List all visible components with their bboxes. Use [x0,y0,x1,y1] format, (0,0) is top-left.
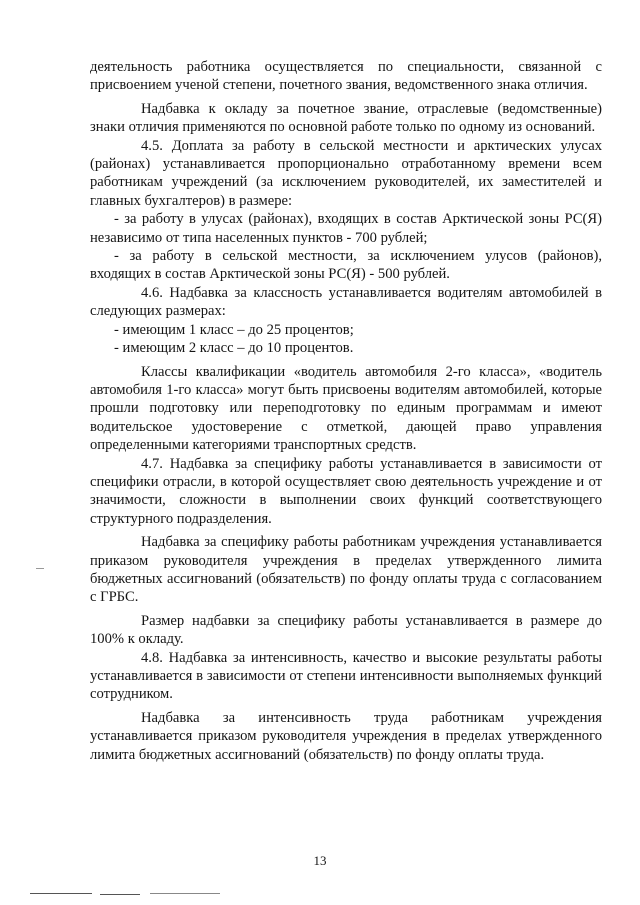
paragraph-p2: Надбавка к окладу за почетное звание, отраслевые (ведомственные) знаки отличия применяются по основной работе только по одному из оснований. [90,100,602,136]
scan-artifact-line [150,893,220,894]
list-item-p8: - имеющим 2 класс – до 10 процентов. [114,340,354,357]
paragraph-p10: 4.7. Надбавка за специфику работы устанавливается в зависимости от специфики отрасли, в которой осуществляет свою деятельность учреждение и от значимости, сложности в выполнении своих функций соответствующего структурного подразделения. [90,455,602,527]
scan-artifact-line [30,893,92,894]
list-item-p7: - имеющим 1 класс – до 25 процентов; [114,321,354,338]
paragraph-p1: деятельность работника осуществляется по специальности, связанной с присвоением ученой степени, почетного звания, ведомственного знака отличия. [90,59,602,94]
paragraph-p11: Надбавка за специфику работы работникам учреждения устанавливается приказом руководителя учреждения в пределах утвержденного лимита бюджетных ассигнований (обязательств) по фонду оплаты труда с согласованием с ГРБС. [90,534,602,606]
list-item-p5: - за работу в сельской местности, за исключением улусов (районов), входящих в состав Арктической зоны РС(Я) - 500 рублей. [90,248,602,283]
list-item-p4: - за работу в улусах (районах), входящих в состав Арктической зоны РС(Я) независимо от типа населенных пунктов - 700 рублей; [90,211,602,246]
page-number: 13 [313,853,327,868]
paragraph-p12: Размер надбавки за специфику работы устанавливается в размере до 100% к окладу. [90,612,602,648]
paragraph-p6: 4.6. Надбавка за классность устанавливается водителям автомобилей в следующих размерах: [90,284,602,320]
paragraph-p9: Классы квалификации «водитель автомобиля 2-го класса», «водитель автомобиля 1-го класса» могут быть присвоены водителям автомобилей, которые прошли подготовку или переподготовку по единым программам и имеют водительское удостоверение с отметкой, дающей право управления определенными категориями транспортных средств. [90,363,602,454]
paragraph-p13: 4.8. Надбавка за интенсивность, качество и высокие результаты работы устанавливается в зависимости от степени интенсивности выполняемых функций сотрудником. [90,649,602,703]
margin-mark [36,568,44,569]
paragraph-p3: 4.5. Доплата за работу в сельской местности и арктических улусах (районах) устанавливается пропорционально отработанному времени всем работникам учреждений (за исключением руководителей, их заместителей и главных бухгалтеров) в размере: [90,137,602,209]
paragraph-p14: Надбавка за интенсивность труда работникам учреждения устанавливается приказом руководителя учреждения в пределах утвержденного лимита бюджетных ассигнований (обязательств) по фонду оплаты труда. [90,709,602,763]
scan-artifact-line [100,894,140,895]
document-body [90,58,602,764]
